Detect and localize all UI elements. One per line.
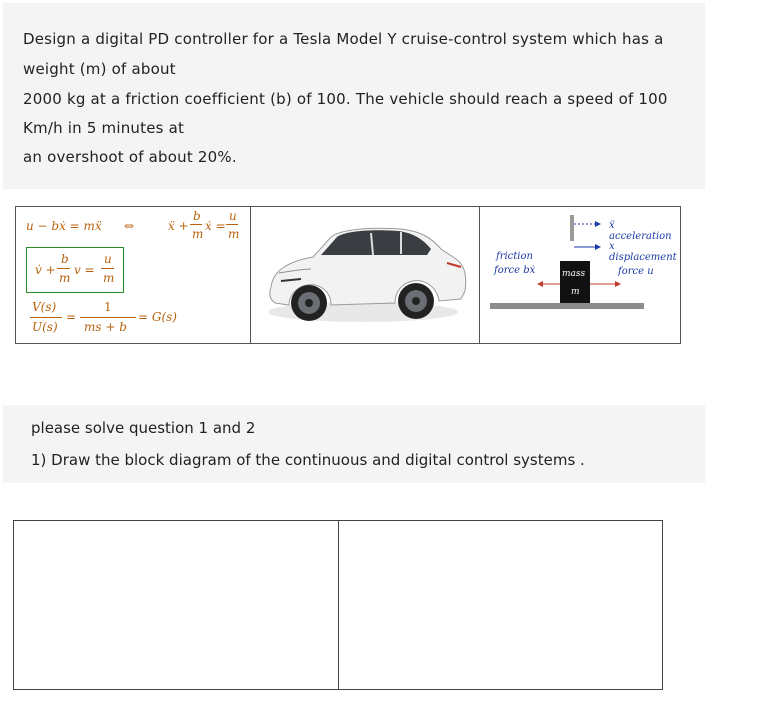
- frac-m-den: m: [228, 227, 240, 241]
- figure-row: [15, 206, 681, 344]
- tf-denominator-left: U(s): [32, 320, 58, 334]
- friction-label-1: friction: [496, 251, 533, 262]
- frac-line: [30, 317, 62, 318]
- tesla-car-image: [251, 207, 479, 343]
- answer-table: [13, 520, 663, 690]
- tf-equals: =: [66, 310, 77, 324]
- equation-3-lhs: v̇ +: [35, 263, 56, 277]
- frac-b-num: b: [193, 209, 201, 223]
- equation-3-mid: v =: [74, 263, 95, 277]
- problem-line-4: Km/h in 5 minutes at: [23, 119, 185, 137]
- force-label: force u: [618, 266, 654, 277]
- problem-statement: [3, 3, 705, 189]
- problem-line-2: weight (m) of about: [23, 60, 176, 78]
- equivalence-arrow: ⇔: [124, 219, 135, 233]
- tf-numerator-left: V(s): [32, 300, 57, 314]
- question-line-2: 1) Draw the block diagram of the continuous and digital control systems .: [31, 451, 585, 469]
- frac-m-den: m: [192, 227, 204, 241]
- displacement-label: x displacement: [609, 241, 677, 263]
- friction-label-2: force bẋ: [494, 265, 536, 276]
- problem-line-5: an overshoot of about 20%.: [23, 148, 237, 166]
- frac-u-num: u: [229, 209, 237, 223]
- equation-2-lhs: ẍ +: [168, 219, 189, 233]
- equation-newton: u − bẋ = mẍ: [26, 219, 102, 233]
- frac-line: [101, 268, 114, 269]
- car-image-cell: [251, 207, 480, 343]
- frac-m-den: m: [59, 271, 71, 285]
- answer-cell-continuous[interactable]: [14, 521, 339, 689]
- frac-line: [57, 268, 70, 269]
- problem-line-3: 2000 kg at a friction coefficient (b) of 100. The vehicle should reach a speed of 100: [23, 90, 668, 108]
- answer-cell-digital[interactable]: [339, 521, 663, 689]
- question-block: [3, 405, 705, 483]
- frac-b-num: b: [61, 252, 69, 266]
- tf-numerator-right: 1: [104, 300, 112, 314]
- frac-line: [80, 317, 136, 318]
- free-body-diagram-cell: [480, 207, 680, 343]
- equation-2-mid: ẋ =: [205, 219, 226, 233]
- frac-m-den: m: [103, 271, 115, 285]
- question-line-1: please solve question 1 and 2: [31, 419, 256, 437]
- problem-line-1: Design a digital PD controller for a Tesla Model Y cruise-control system which has a: [23, 30, 664, 48]
- mass-label: mass: [562, 269, 586, 279]
- acceleration-label: ẍ acceleration: [609, 220, 672, 242]
- frac-u-num: u: [104, 252, 112, 266]
- frac-line: [190, 224, 202, 225]
- tf-result: = G(s): [138, 310, 177, 324]
- velocity-equation-box: [26, 247, 124, 293]
- frac-line: [226, 224, 238, 225]
- equations-cell: [16, 207, 251, 343]
- mass-symbol-label: m: [571, 287, 580, 297]
- tf-denominator-right: ms + b: [84, 320, 127, 334]
